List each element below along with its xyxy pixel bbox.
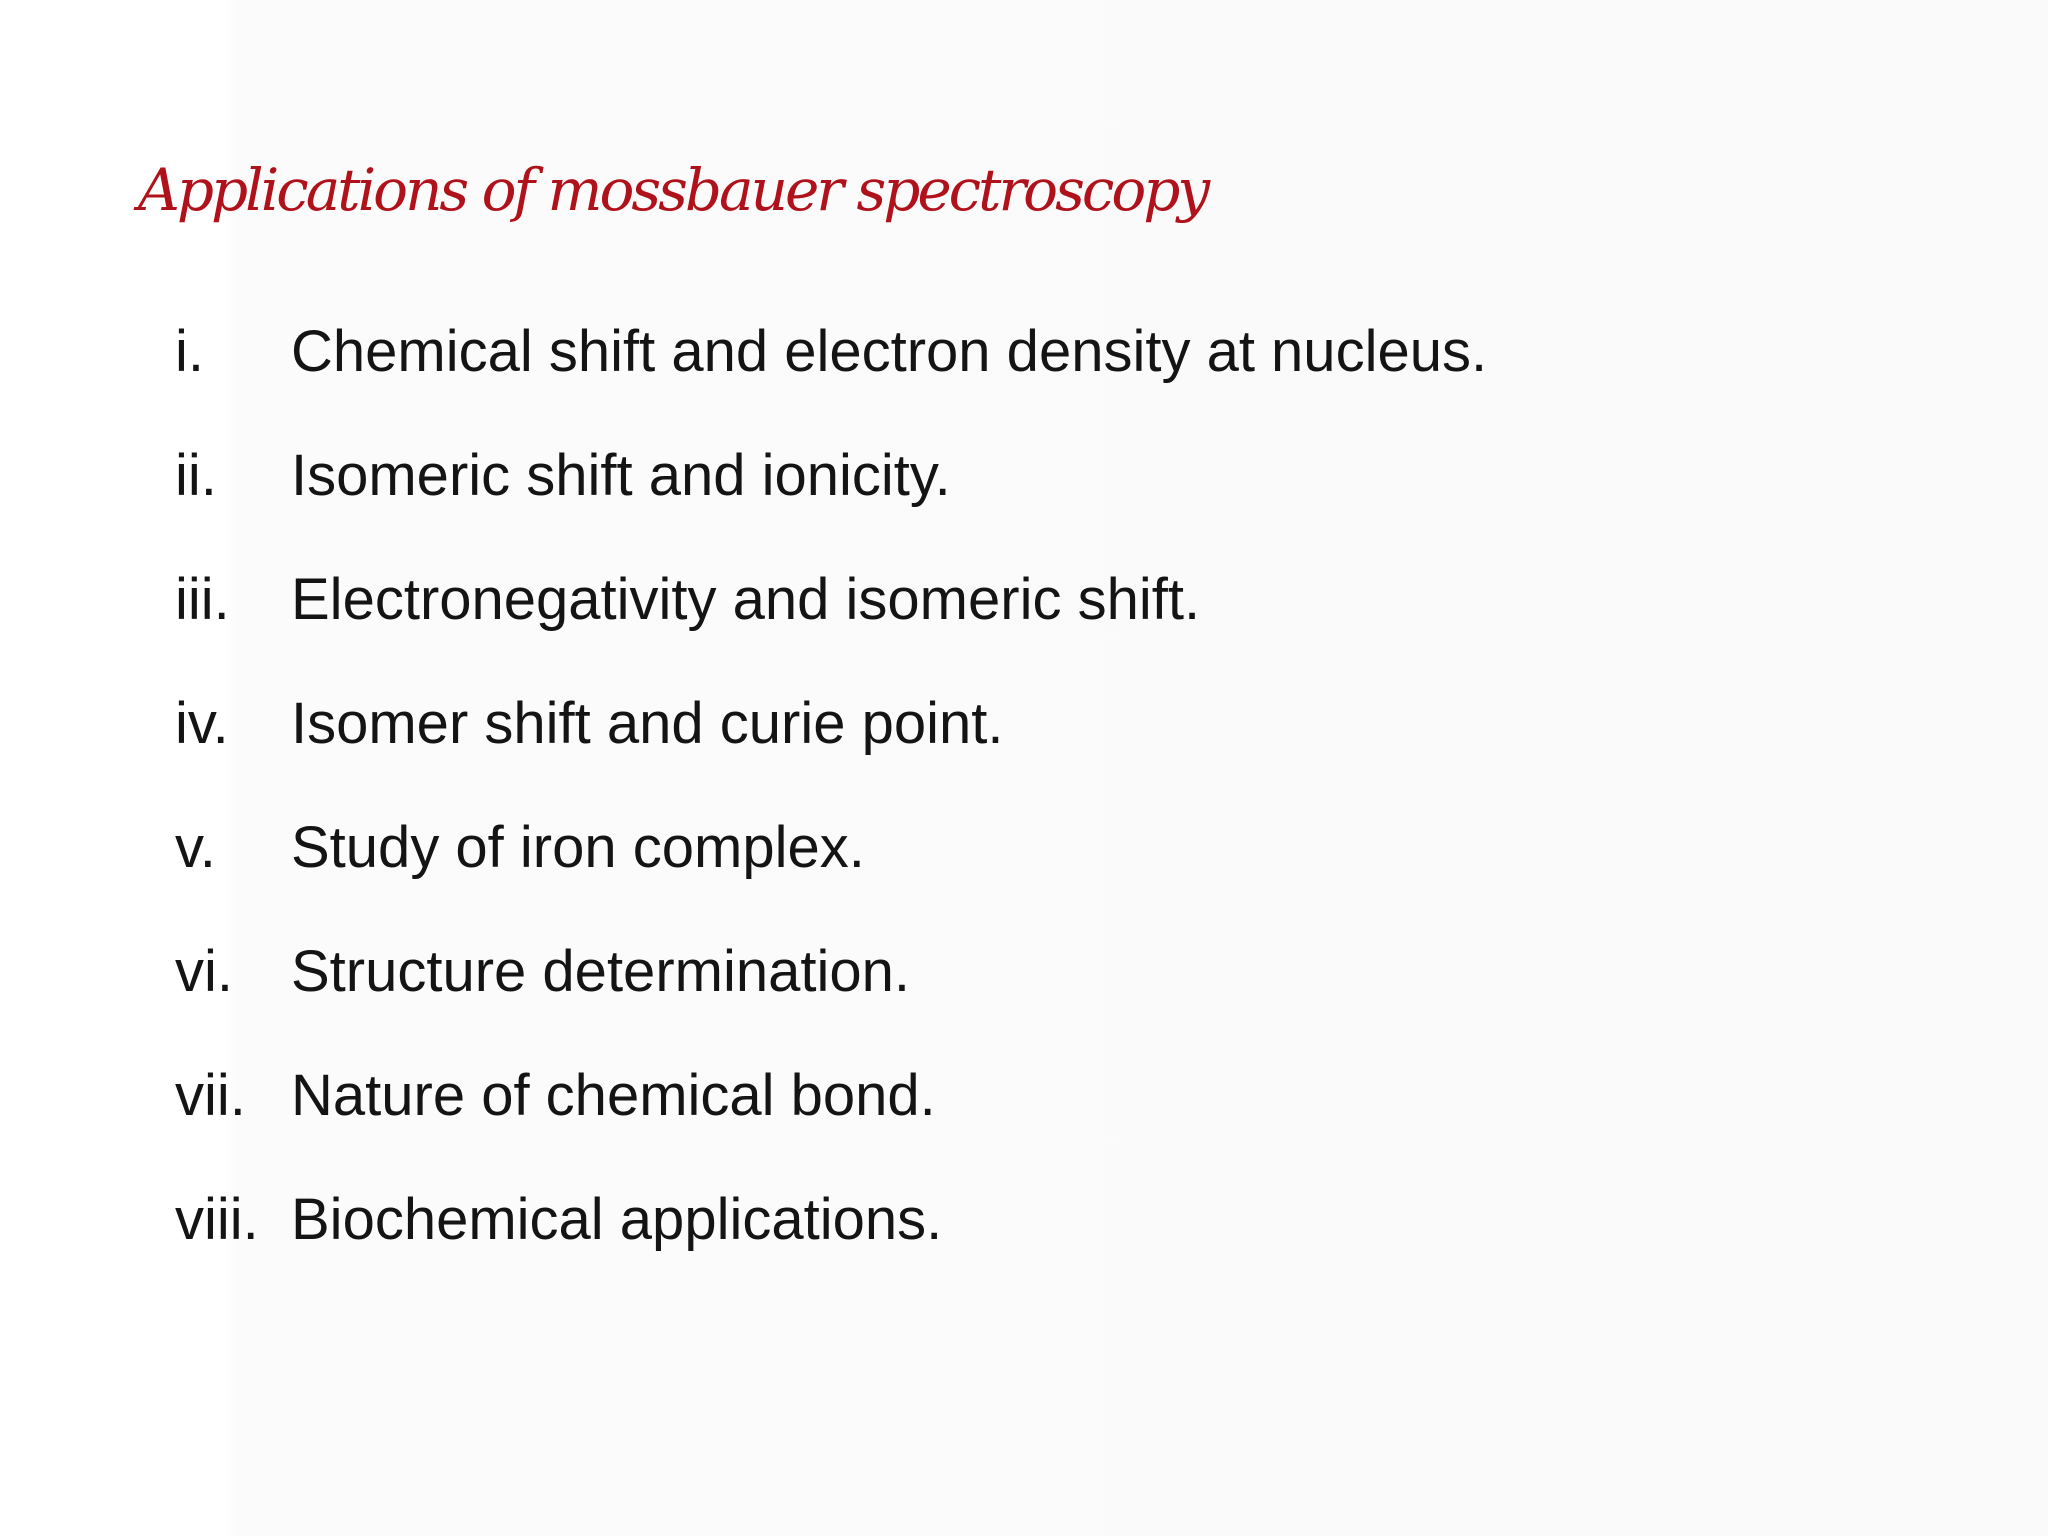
list-item-numeral: vi.	[175, 939, 233, 1004]
list-item	[175, 1186, 1487, 1310]
list-item	[175, 938, 1487, 1062]
list-item-numeral: viii.	[175, 1187, 259, 1252]
list-item-numeral: iii.	[175, 567, 230, 632]
list-item	[175, 814, 1487, 938]
list-item-text: Chemical shift and electron density at nucleus.	[291, 319, 1488, 384]
list-item-numeral: i.	[175, 319, 204, 384]
list-item	[175, 566, 1487, 690]
slide-title: Applications of mossbauer spectroscopy	[138, 156, 1208, 224]
list-item-text: Biochemical applications.	[291, 1187, 943, 1252]
list-item	[175, 1062, 1487, 1186]
list-item-numeral: v.	[175, 815, 216, 880]
list-item	[175, 690, 1487, 814]
list-item-numeral: iv.	[175, 691, 229, 756]
list-item-text: Isomer shift and curie point.	[291, 691, 1004, 756]
list-item-text: Structure determination.	[291, 939, 910, 1004]
list-item-text: Study of iron complex.	[291, 815, 865, 880]
list-item-numeral: ii.	[175, 443, 217, 508]
list-item-text: Electronegativity and isomeric shift.	[291, 567, 1201, 632]
list-item	[175, 318, 1487, 442]
list-item-text: Nature of chemical bond.	[291, 1063, 936, 1128]
list-item	[175, 442, 1487, 566]
applications-list	[175, 318, 1487, 1310]
list-item-numeral: vii.	[175, 1063, 246, 1128]
list-item-text: Isomeric shift and ionicity.	[291, 443, 951, 508]
